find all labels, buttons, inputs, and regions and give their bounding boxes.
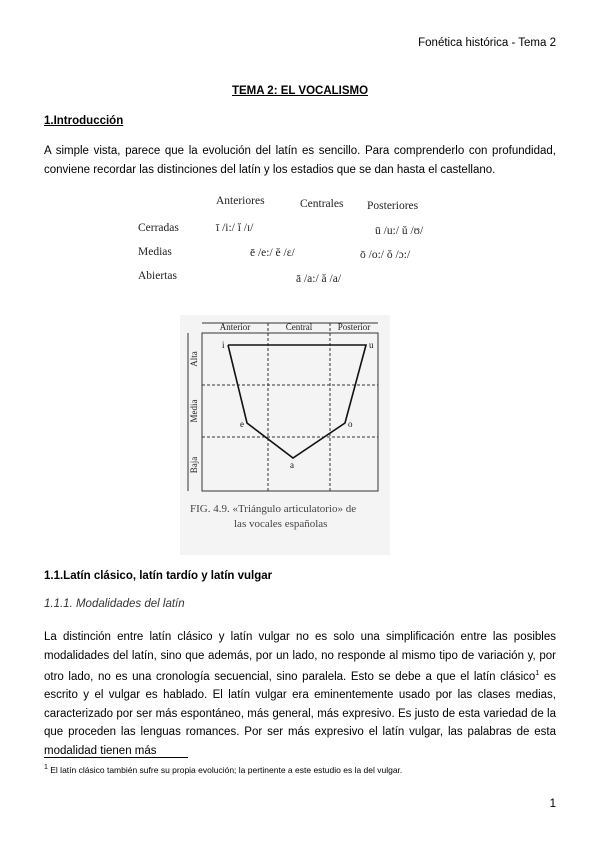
subsection-heading-modalidades: 1.1.1. Modalidades del latín <box>44 598 185 610</box>
page-number: 1 <box>549 798 556 810</box>
fig-col-posterior: Posterior <box>337 322 371 332</box>
fig-vowel-i: i <box>222 340 225 350</box>
fig-caption-line2: las vocales españolas <box>234 518 328 530</box>
fig-row-media: Media <box>189 399 199 423</box>
section-heading-latin-clasico: 1.1.Latín clásico, latín tardío y latín vulgar <box>44 570 273 582</box>
footnote-ref: 1 <box>535 670 540 677</box>
vowel-row-abiertas: Abiertas <box>138 270 177 282</box>
body-paragraph <box>44 628 556 760</box>
footnote <box>44 764 402 775</box>
running-header: Fonética histórica - Tema 2 <box>418 37 556 49</box>
fig-vowel-a: a <box>290 460 294 470</box>
vowel-medias-front: ē /e:/ ĕ /ɛ/ <box>250 247 295 259</box>
section-heading-introduccion: 1.Introducción <box>44 115 124 127</box>
fig-row-baja: Baja <box>189 456 199 474</box>
body-paragraph-part1: La distinción entre latín clásico y latín vulgar no es solo una simplificación entre las posibles modalidades del latín, sino que además, por un lado, no responde al mismo tipo de variación y, por otro lado, no es una cronología secuencial, sino paralela. Esto se debe a que el latín clásico <box>44 631 556 683</box>
vowel-cerradas-front: ī /i:/ ĭ /ɪ/ <box>216 222 254 234</box>
page-title: TEMA 2: EL VOCALISMO <box>231 85 369 97</box>
intro-paragraph: A simple vista, parece que la evolución del latín es sencillo. Para comprenderlo con profundidad, conviene recordar las distinciones del latín y los estadios que se dan hasta el castellano. <box>44 145 556 176</box>
fig-vowel-u: u <box>369 340 374 350</box>
fig-vowel-e: e <box>240 419 244 429</box>
vowel-col-anteriores: Anteriores <box>216 195 265 207</box>
fig-vowel-o: o <box>348 419 353 429</box>
fig-col-anterior: Anterior <box>219 322 251 332</box>
fig-col-central: Central <box>285 322 313 332</box>
fig-caption-line1: FIG. 4.9. «Triángulo articulatorio» de <box>190 503 357 515</box>
vowel-cerradas-back: ū /u:/ ŭ /ʊ/ <box>375 225 424 237</box>
vowel-row-cerradas: Cerradas <box>138 222 179 234</box>
footnote-text: El latín clásico también sufre su propia evolución; la pertinente a este estudio es la del vulgar. <box>47 764 403 775</box>
footnote-separator <box>44 757 188 758</box>
triangle-diagram <box>180 315 390 555</box>
fig-row-alta: Alta <box>189 351 199 367</box>
body-paragraph-part2: es escrito y el vulgar es hablado. El latín vulgar era eminentemente usado por las clases medias, caracterizado por ser más espontáneo, más general, más expresivo. Es justo de esta variedad de la que proceden las lenguas romances. Por ser más expresivo el latín vulgar, las palabras de esta modalidad tienen más <box>44 670 557 757</box>
vowel-col-centrales: Centrales <box>300 198 344 210</box>
vowel-col-posteriores: Posteriores <box>367 200 419 212</box>
vowel-abiertas-central: ā /a:/ ă /a/ <box>296 273 342 285</box>
footnote-mark: 1 <box>44 764 48 771</box>
vowel-medias-back: ō /o:/ ŏ /ɔ:/ <box>360 249 411 261</box>
articulatory-triangle-figure <box>180 315 390 555</box>
vowel-row-medias: Medias <box>138 246 172 258</box>
